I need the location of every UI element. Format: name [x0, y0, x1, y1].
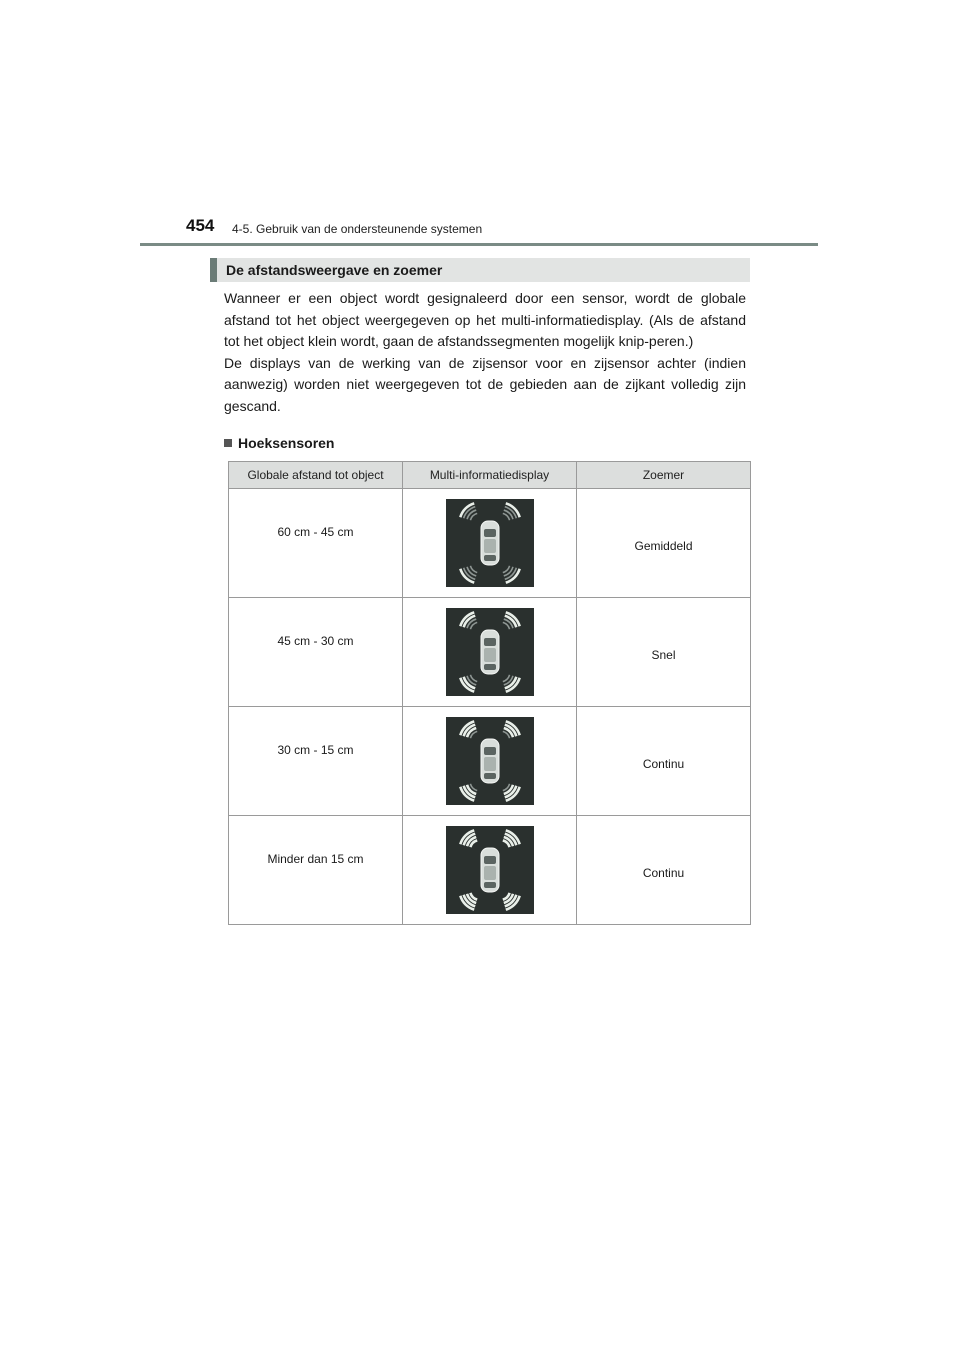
- table-row: [229, 598, 751, 707]
- sensor-segments-icon: [458, 829, 480, 851]
- display-cell: [403, 489, 577, 598]
- car-body: [481, 848, 499, 892]
- table-row: [229, 707, 751, 816]
- paragraph-1: Wanneer er een object wordt gesignaleerd door een sensor, wordt de globale afstand tot het object weergegeven op het multi-informatiedisplay. (Als de afstand tot het object klein wordt, gaan de afstandssegmenten mogelijk knip-peren.): [224, 290, 746, 349]
- section-accent: [210, 258, 217, 282]
- subheading-text: Hoeksensoren: [238, 435, 335, 451]
- header-buzzer: Zoemer: [577, 462, 751, 489]
- sensor-display-svg: [446, 608, 534, 696]
- sensor-segments-icon: [458, 889, 480, 911]
- sensor-segment: [458, 502, 474, 518]
- sensor-segments-icon: [499, 829, 521, 851]
- car-body: [481, 739, 499, 783]
- car-body: [481, 630, 499, 674]
- sensor-segments-icon: [499, 780, 521, 802]
- sensor-segments-icon: [458, 671, 480, 693]
- distance-cell: 60 cm - 45 cm: [229, 489, 403, 598]
- sensor-segments-icon: [458, 502, 480, 524]
- table-header-row: [229, 462, 751, 489]
- table-row: [229, 489, 751, 598]
- header-rule: [140, 243, 818, 246]
- sensor-table: [228, 461, 751, 925]
- sensor-segments-icon: [458, 780, 480, 802]
- car-top-view-icon: [446, 717, 534, 805]
- sensor-segments-icon: [458, 611, 480, 633]
- sensor-segment: [458, 569, 474, 585]
- sensor-segment: [505, 502, 521, 518]
- car-top-view-icon: [446, 499, 534, 587]
- buzzer-cell: Gemiddeld: [577, 489, 751, 598]
- header-display: Multi-informatiedisplay: [403, 462, 577, 489]
- sensor-segment: [505, 569, 521, 585]
- section-title: De afstandsweergave en zoemer: [226, 262, 443, 278]
- sensor-display-svg: [446, 499, 534, 587]
- sensor-segments-icon: [499, 671, 521, 693]
- car-top-view-icon: [446, 608, 534, 696]
- sensor-segments-icon: [499, 502, 521, 524]
- sensor-segments-icon: [499, 562, 521, 584]
- sensor-segments-icon: [499, 889, 521, 911]
- header-distance: Globale afstand tot object: [229, 462, 403, 489]
- display-cell: [403, 598, 577, 707]
- sensor-segments-icon: [499, 720, 521, 742]
- car-top-view-icon: [446, 826, 534, 914]
- buzzer-cell: Continu: [577, 707, 751, 816]
- subheading: [224, 435, 334, 451]
- distance-cell: Minder dan 15 cm: [229, 816, 403, 925]
- sensor-display-svg: [446, 826, 534, 914]
- display-cell: [403, 707, 577, 816]
- buzzer-cell: Continu: [577, 816, 751, 925]
- distance-cell: 45 cm - 30 cm: [229, 598, 403, 707]
- section-title-bar: [210, 258, 750, 282]
- sensor-segments-icon: [458, 720, 480, 742]
- distance-cell: 30 cm - 15 cm: [229, 707, 403, 816]
- paragraph-2: De displays van de werking van de zijsensor voor en zijsensor achter (indien aanwezig) worden niet weergegeven tot de gebieden aan de zijkant volledig zijn gescand.: [224, 354, 746, 414]
- sensor-segments-icon: [499, 611, 521, 633]
- page-number: 454: [186, 216, 215, 235]
- display-cell: [403, 816, 577, 925]
- sensor-display-svg: [446, 717, 534, 805]
- square-bullet-icon: [224, 439, 232, 447]
- chapter-title: 4-5. Gebruik van de ondersteunende systemen: [232, 222, 483, 236]
- car-body: [481, 521, 499, 565]
- table-row: [229, 816, 751, 925]
- buzzer-cell: Snel: [577, 598, 751, 707]
- sensor-segments-icon: [458, 562, 480, 584]
- body-text: [224, 288, 746, 417]
